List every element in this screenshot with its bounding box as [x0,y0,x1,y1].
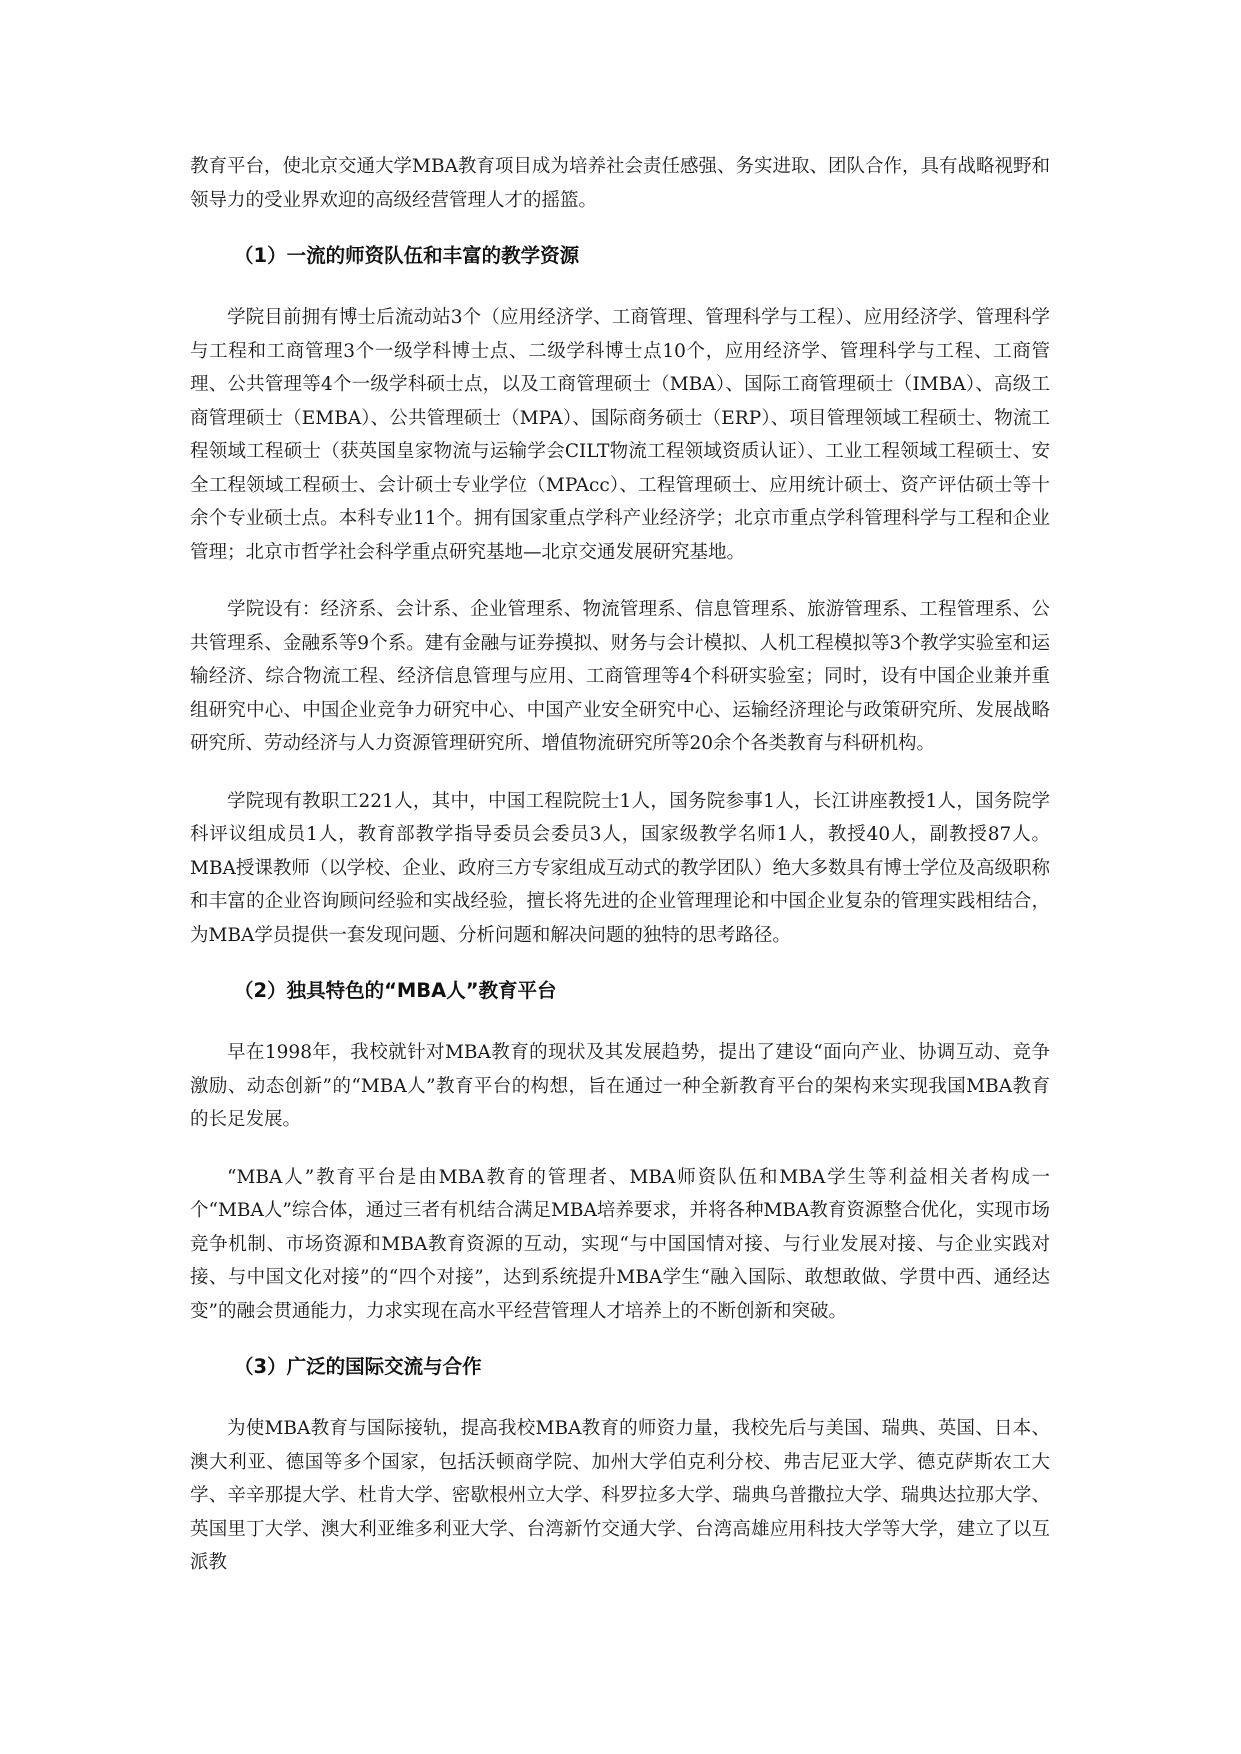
section-heading-mba-platform: （2）独具特色的“MBA人”教育平台 [234,979,557,1002]
paragraph-international-cooperation: 为使MBA教育与国际接轨，提高我校MBA教育的师资力量，我校先后与美国、瑞典、英国、日本、澳大利亚、德国等多个国家，包括沃顿商学院、加州大学伯克利分校、弗吉尼亚大学、德克萨斯农工大学、辛辛那提大学、杜肯大学、密歇根州立大学、科罗拉多大学、瑞典乌普撒拉大学、瑞典达拉那大学、英国里丁大学、澳大利亚维多利亚大学、台湾新竹交通大学、台湾高雄应用科技大学等大学，建立了以互派教 [190,1418,1050,1573]
paragraph-intro-continuation: 教育平台，使北京交通大学MBA教育项目成为培养社会责任感强、务实进取、团队合作，具有战略视野和领导力的受业界欢迎的高级经营管理人才的摇篮。 [190,156,1050,211]
section-heading-faculty-resources: （1）一流的师资队伍和丰富的教学资源 [234,244,580,267]
section-heading-international: （3）广泛的国际交流与合作 [234,1355,482,1378]
paragraph-departments: 学院设有：经济系、会计系、企业管理系、物流管理系、信息管理系、旅游管理系、工程管理系、公共管理系、金融系等9个系。建有金融与证券摸拟、财务与会计模拟、人机工程模拟等3个教学实验室和运输经济、综合物流工程、经济信息管理与应用、工商管理等4个科研实验室；同时，设有中国企业兼并重组研究中心、中国企业竞争力研究中心、中国产业安全研究中心、运输经济理论与政策研究所、发展战略研究所、劳动经济与人力资源管理研究所、增值物流研究所等20余个各类教育与科研机构。 [190,599,1050,754]
document-page [190,150,1050,1604]
paragraph-platform-description: “MBA人”教育平台是由MBA教育的管理者、MBA师资队伍和MBA学生等利益相关者构成一个“MBA人”综合体，通过三者有机结合满足MBA培养要求，并将各种MBA教育资源整合优化，实现市场竞争机制、市场资源和MBA教育资源的互动，实现“与中国国情对接、与行业发展对接、与企业实践对接、与中国文化对接”的“四个对接”，达到系统提升MBA学生“融入国际、敢想敢做、学贯中西、通经达变”的融会贯通能力，力求实现在高水平经营管理人才培养上的不断创新和突破。 [190,1166,1050,1322]
paragraph-postdoc-programs: 学院目前拥有博士后流动站3个（应用经济学、工商管理、管理科学与工程）、应用经济学、管理科学与工程和工商管理3个一级学科博士点、二级学科博士点10个，应用经济学、管理科学与工程、工商管理、公共管理等4个一级学科硕士点，以及工商管理硕士（MBA）、国际工商管理硕士（IMBA）、高级工商管理硕士（EMBA）、公共管理硕士（MPA）、国际商务硕士（ERP）、项目管理领域工程硕士、物流工程领域工程硕士（获英国皇家物流与运输学会CILT物流工程领域资质认证）、工业工程领域工程硕士、安全工程领域工程硕士、会计硕士专业学位（MPAcc）、工程管理硕士、应用统计硕士、资产评估硕士等十余个专业硕士点。本科专业11个。拥有国家重点学科产业经济学；北京市重点学科管理科学与工程和企业管理；北京市哲学社会科学重点研究基地—北京交通发展研究基地。 [190,307,1050,563]
paragraph-staff: 学院现有教职工221人，其中，中国工程院院士1人，国务院参事1人，长江讲座教授1人，国务院学科评议组成员1人，教育部教学指导委员会委员3人，国家级教学名师1人，教授40人，副教授87人。MBA授课教师（以学校、企业、政府三方专家组成互动式的教学团队）绝大多数具有博士学位及高级职称和丰富的企业咨询顾问经验和实战经验，擅长将先进的企业管理理论和中国企业复杂的管理实践相结合，为MBA学员提供一套发现问题、分析问题和解决问题的独特的思考路径。 [190,790,1050,946]
paragraph-platform-history: 早在1998年，我校就针对MBA教育的现状及其发展趋势，提出了建设“面向产业、协调互动、竞争激励、动态创新”的“MBA人”教育平台的构想，旨在通过一种全新教育平台的架构来实现我国MBA教育的长足发展。 [190,1042,1050,1130]
